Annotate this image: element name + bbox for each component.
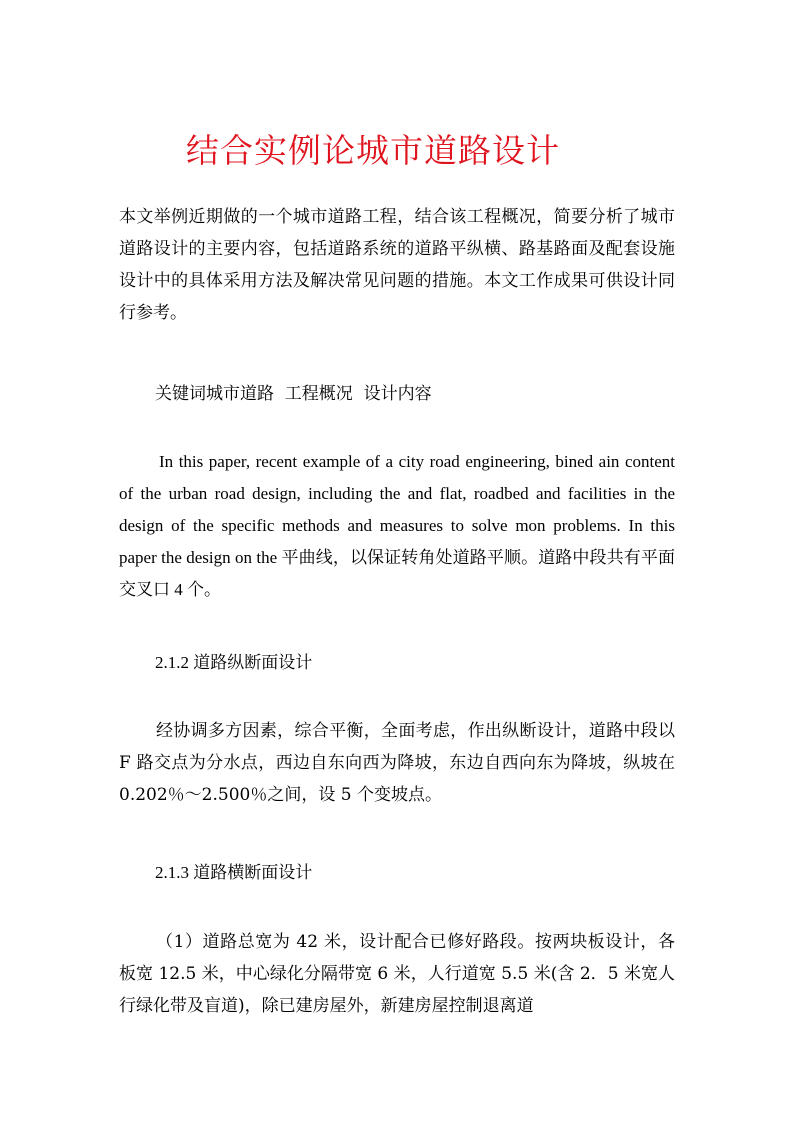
section-2-1-2-body: 经协调多方因素，综合平衡，全面考虑，作出纵断设计，道路中段以 F 路交点为分水点，西边自东向西为降坡，东边自西向东为降坡，纵坡在 0.202％～2.500％之间，设 5 个变坡点。 — [119, 721, 675, 805]
section-heading-2-1-3: 2.1.3 道路横断面设计 — [155, 863, 313, 882]
abstract-paragraph: 本文举例近期做的一个城市道路工程，结合该工程概况，简要分析了城市道路设计的主要内容，包括道路系统的道路平纵横、路基路面及配套设施设计中的具体采用方法及解决常见问题的措施。本文工作成果可供设计同行参考。 — [119, 207, 675, 323]
keywords-line: 关键词城市道路 工程概况 设计内容 — [155, 384, 432, 404]
page-title: 结合实例论城市道路设计 — [186, 131, 560, 170]
english-abstract-paragraph: In this paper, recent example of a city road engineering, bined ain content of the urban road design, including the and flat, roadbed and facilities in the design of the specific methods and measures to solve mon problems. In this paper the design on the 平曲线，以保证转角处道路平顺。道路中段共有平面交叉口 4 个。 — [119, 452, 675, 599]
section-heading-2-1-2: 2.1.2 道路纵断面设计 — [155, 653, 313, 672]
section-2-1-3-body: （1）道路总宽为 42 米，设计配合已修好路段。按两块板设计，各板宽 12.5 米，中心绿化分隔带宽 6 米，人行道宽 5.5 米(含 2．5 米宽人行绿化带及盲道)，除已建房屋外，新建房屋控制退离道 — [119, 932, 675, 1016]
